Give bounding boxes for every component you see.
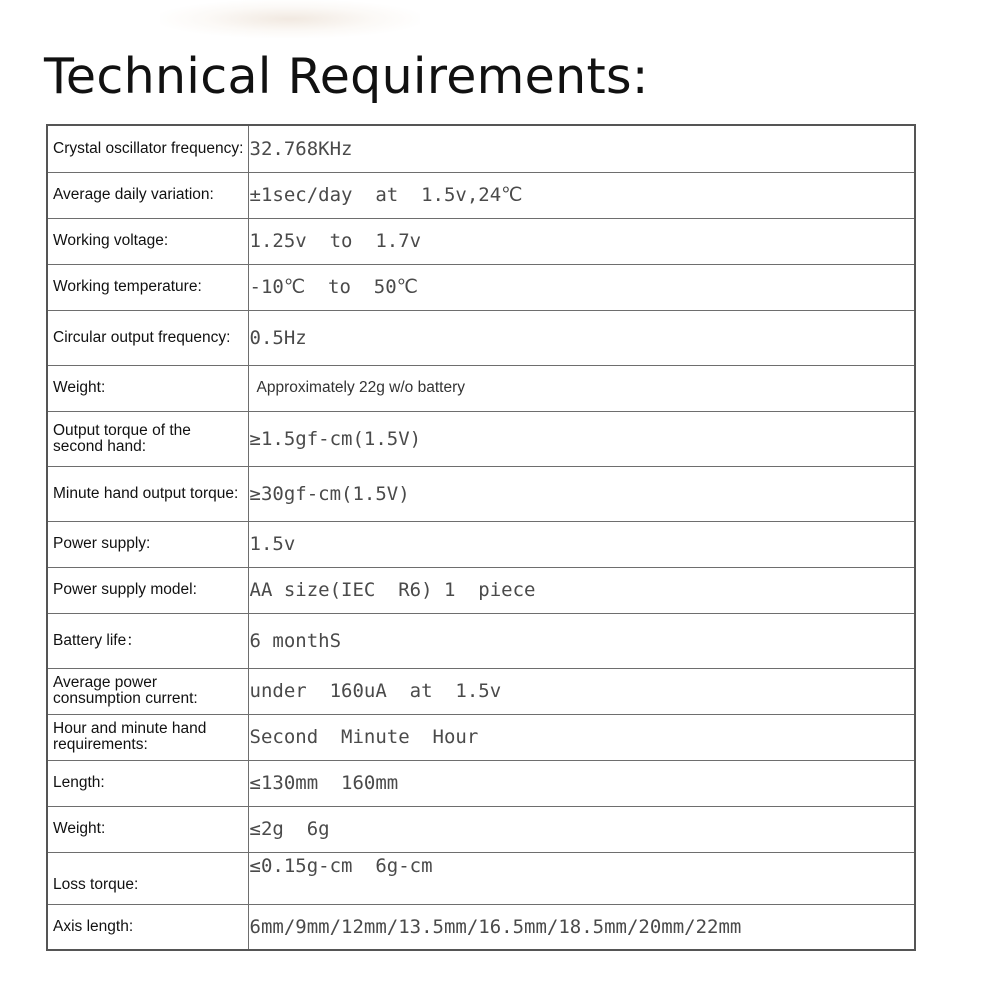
spec-label: Axis length: xyxy=(53,917,134,935)
table-row xyxy=(47,806,915,852)
spec-label-cell xyxy=(47,613,248,668)
spec-label-cell xyxy=(47,466,248,521)
spec-value: 32.768KHz xyxy=(249,137,353,160)
spec-value: 1.5v xyxy=(249,533,296,555)
spec-label-cell xyxy=(47,218,248,264)
spec-value-cell xyxy=(248,521,915,567)
spec-label-cell xyxy=(47,125,248,172)
spec-value: ≥30gf-cm(1.5V) xyxy=(249,482,410,505)
spec-value: ≥1.5gf-cm(1.5V) xyxy=(249,427,422,450)
spec-label: Average power consumption current: xyxy=(53,674,198,707)
table-row xyxy=(47,365,915,411)
spec-label-cell xyxy=(47,365,248,411)
spec-value-cell xyxy=(248,567,915,613)
spec-value-cell xyxy=(248,904,915,950)
spec-label: Power supply: xyxy=(53,535,151,552)
table-row xyxy=(47,125,915,172)
spec-label-cell xyxy=(47,668,248,714)
spec-value: 1.25v to 1.7v xyxy=(249,230,422,252)
spec-value: under 160uA at 1.5v xyxy=(249,680,502,702)
spec-label-cell xyxy=(47,172,248,218)
spec-value: ±1sec/day at 1.5v,24℃ xyxy=(249,184,523,206)
spec-label-cell xyxy=(47,411,248,466)
page-title: Technical Requirements: xyxy=(44,48,649,105)
spec-label: Loss torque: xyxy=(53,876,139,893)
spec-label: Circular output frequency: xyxy=(53,328,231,346)
spec-label: Power supply model: xyxy=(53,581,197,598)
spec-label: Minute hand output torque: xyxy=(53,484,239,502)
spec-value-cell xyxy=(248,613,915,668)
spec-value: -10℃ to 50℃ xyxy=(249,276,419,298)
spec-value-cell xyxy=(248,852,915,904)
spec-label-cell xyxy=(47,310,248,365)
table-row xyxy=(47,668,915,714)
spec-value: Second Minute Hour xyxy=(249,726,479,748)
spec-value-cell xyxy=(248,806,915,852)
table-row xyxy=(47,264,915,310)
spec-value-cell xyxy=(248,218,915,264)
spec-value: ≤130mm 160mm xyxy=(249,772,399,794)
spec-label: Output torque of the second hand: xyxy=(53,421,191,455)
spec-label: Working voltage: xyxy=(53,232,169,249)
spec-label-cell xyxy=(47,714,248,760)
spec-value: Approximately 22g w/o battery xyxy=(256,379,465,396)
spec-value-cell xyxy=(248,466,915,521)
spec-label: Weight: xyxy=(53,820,106,837)
table-row xyxy=(47,172,915,218)
table-row xyxy=(47,760,915,806)
table-row xyxy=(47,852,915,904)
spec-label-cell xyxy=(47,567,248,613)
spec-value-cell xyxy=(248,714,915,760)
spec-label: Length: xyxy=(53,774,105,791)
table-row xyxy=(47,904,915,950)
spec-value-cell xyxy=(248,411,915,466)
spec-table xyxy=(46,124,916,951)
spec-label: Battery life： xyxy=(53,631,142,649)
spec-value: 6mm/9mm/12mm/13.5mm/16.5mm/18.5mm/20mm/22mm xyxy=(249,915,742,938)
spec-value: AA size(IEC R6) 1 piece xyxy=(249,579,536,601)
spec-value-cell xyxy=(248,760,915,806)
table-row xyxy=(47,466,915,521)
table-row xyxy=(47,521,915,567)
spec-label: Weight: xyxy=(53,379,106,396)
spec-value-cell xyxy=(248,365,915,411)
spec-label: Working temperature: xyxy=(53,278,202,295)
spec-label: Crystal oscillator frequency: xyxy=(53,139,244,157)
table-row xyxy=(47,310,915,365)
spec-label: Hour and minute hand requirements: xyxy=(53,720,207,753)
spec-label-cell xyxy=(47,904,248,950)
table-row xyxy=(47,218,915,264)
spec-label-cell xyxy=(47,760,248,806)
table-row xyxy=(47,714,915,760)
spec-value: 6 monthS xyxy=(249,629,342,652)
spec-label: Average daily variation: xyxy=(53,186,214,203)
spec-value-cell xyxy=(248,310,915,365)
table-row xyxy=(47,411,915,466)
spec-label-cell xyxy=(47,264,248,310)
spec-label-cell xyxy=(47,852,248,904)
spec-value-cell xyxy=(248,125,915,172)
spec-value: ≤0.15g-cm 6g-cm xyxy=(249,854,433,877)
spec-value-cell xyxy=(248,172,915,218)
table-row xyxy=(47,613,915,668)
spec-value: 0.5Hz xyxy=(249,326,307,349)
spec-value-cell xyxy=(248,264,915,310)
table-row xyxy=(47,567,915,613)
spec-label-cell xyxy=(47,521,248,567)
spec-value-cell xyxy=(248,668,915,714)
top-product-image-fragment xyxy=(160,0,420,38)
spec-label-cell xyxy=(47,806,248,852)
spec-value: ≤2g 6g xyxy=(249,818,330,840)
